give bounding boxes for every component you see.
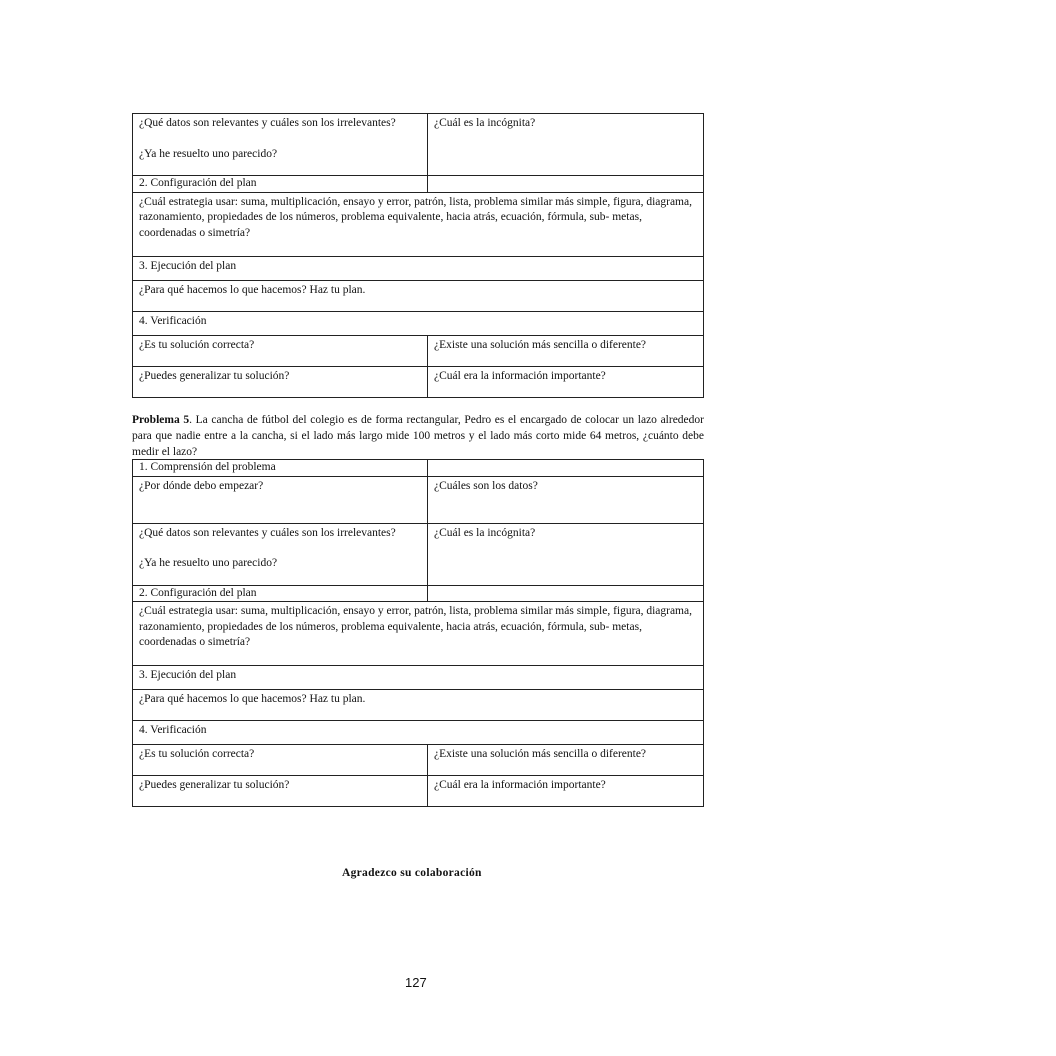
relevant-data-cell xyxy=(133,114,428,176)
correct-cell xyxy=(133,745,428,776)
data-question: ¿Cuáles son los datos? xyxy=(434,479,538,492)
strategy-cell xyxy=(133,602,704,666)
unknown-cell xyxy=(428,114,704,176)
strategy-cell xyxy=(133,192,704,256)
exec-header xyxy=(133,666,704,690)
purpose-cell xyxy=(133,690,704,721)
simpler-cell xyxy=(428,745,704,776)
strategy-question: ¿Cuál estrategia usar: suma, multiplicación, ensayo y error, patrón, lista, problema similar más simple, figura, diagrama, razonamiento, propiedades de los números, problema equivalente, hacia atrás, ecuación, fórmula, sub- metas, coordenadas o simetría? xyxy=(139,605,692,648)
table-row xyxy=(133,176,704,193)
problem-5-text: . La cancha de fútbol del colegio es de forma rectangular, Pedro es el encargado de colocar un lazo alrededor para que nadie entre a la cancha, si el lado más largo mide 100 metros y el lado más corto mide 64 metros, ¿cuánto debe medir el lazo? xyxy=(132,414,704,458)
generalize-question: ¿Puedes generalizar tu solución? xyxy=(139,779,290,791)
plan-table-2 xyxy=(132,459,704,807)
verif-header-label: 4. Verificación xyxy=(139,314,207,327)
empty-cell xyxy=(428,176,704,193)
table-row xyxy=(133,256,704,280)
verif-header xyxy=(133,311,704,335)
table-row xyxy=(133,690,704,721)
important-cell xyxy=(428,776,704,807)
comp-header xyxy=(133,460,428,477)
page-number: 127 xyxy=(405,975,427,990)
config-header-label: 2. Configuración del plan xyxy=(139,586,257,599)
empty-cell xyxy=(428,460,704,477)
relevant-data-cell xyxy=(133,523,428,585)
relevant-data-question: ¿Qué datos son relevantes y cuáles son los irrelevantes? xyxy=(139,117,396,129)
table-row xyxy=(133,366,704,397)
config-header xyxy=(133,176,428,193)
config-header-label: 2. Configuración del plan xyxy=(139,177,257,189)
simpler-question: ¿Existe una solución más sencilla o diferente? xyxy=(434,748,647,760)
table-row xyxy=(133,602,704,666)
data-cell xyxy=(428,476,704,523)
plan-table-1 xyxy=(132,113,704,398)
solved-similar-question: ¿Ya he resuelto uno parecido? xyxy=(139,147,278,160)
unknown-cell xyxy=(428,523,704,585)
generalize-cell xyxy=(133,366,428,397)
verif-header xyxy=(133,721,704,745)
unknown-question: ¿Cuál es la incógnita? xyxy=(434,117,536,129)
solved-similar-question: ¿Ya he resuelto uno parecido? xyxy=(139,557,278,569)
table-row xyxy=(133,280,704,311)
simpler-question: ¿Existe una solución más sencilla o diferente? xyxy=(434,338,647,351)
table-row xyxy=(133,476,704,523)
table-row xyxy=(133,745,704,776)
correct-question: ¿Es tu solución correcta? xyxy=(139,748,255,760)
important-question: ¿Cuál era la información importante? xyxy=(434,779,606,791)
table-row xyxy=(133,114,704,176)
purpose-question: ¿Para qué hacemos lo que hacemos? Haz tu plan. xyxy=(139,693,366,705)
table-row xyxy=(133,311,704,335)
table-row xyxy=(133,523,704,585)
exec-header-label: 3. Ejecución del plan xyxy=(139,669,237,681)
table-row xyxy=(133,335,704,366)
comp-header-label: 1. Comprensión del problema xyxy=(139,461,276,473)
table-row xyxy=(133,776,704,807)
verif-header-label: 4. Verificación xyxy=(139,724,207,736)
start-question: ¿Por dónde debo empezar? xyxy=(139,479,264,492)
table-row xyxy=(133,192,704,256)
generalize-question: ¿Puedes generalizar tu solución? xyxy=(139,369,290,382)
empty-cell xyxy=(428,585,704,602)
strategy-question: ¿Cuál estrategia usar: suma, multiplicación, ensayo y error, patrón, lista, problema similar más simple, figura, diagrama, razonamiento, propiedades de los números, problema equivalente, hacia atrás, ecuación, fórmula, sub- metas, coordenadas o simetría? xyxy=(139,195,692,239)
exec-header-label: 3. Ejecución del plan xyxy=(139,259,237,272)
purpose-question: ¿Para qué hacemos lo que hacemos? Haz tu plan. xyxy=(139,283,366,296)
table-row xyxy=(133,666,704,690)
important-cell xyxy=(428,366,704,397)
problem-5-statement xyxy=(132,412,704,460)
table-row xyxy=(133,585,704,602)
important-question: ¿Cuál era la información importante? xyxy=(434,369,606,382)
purpose-cell xyxy=(133,280,704,311)
table-row xyxy=(133,460,704,477)
table-row xyxy=(133,721,704,745)
relevant-data-question: ¿Qué datos son relevantes y cuáles son los irrelevantes? xyxy=(139,526,396,539)
correct-question: ¿Es tu solución correcta? xyxy=(139,338,255,351)
start-cell xyxy=(133,476,428,523)
config-header xyxy=(133,585,428,602)
generalize-cell xyxy=(133,776,428,807)
thanks-note: Agradezco su colaboración xyxy=(342,867,482,879)
exec-header xyxy=(133,256,704,280)
problem-5-label: Problema 5 xyxy=(132,414,190,426)
correct-cell xyxy=(133,335,428,366)
simpler-cell xyxy=(428,335,704,366)
unknown-question: ¿Cuál es la incógnita? xyxy=(434,526,536,539)
